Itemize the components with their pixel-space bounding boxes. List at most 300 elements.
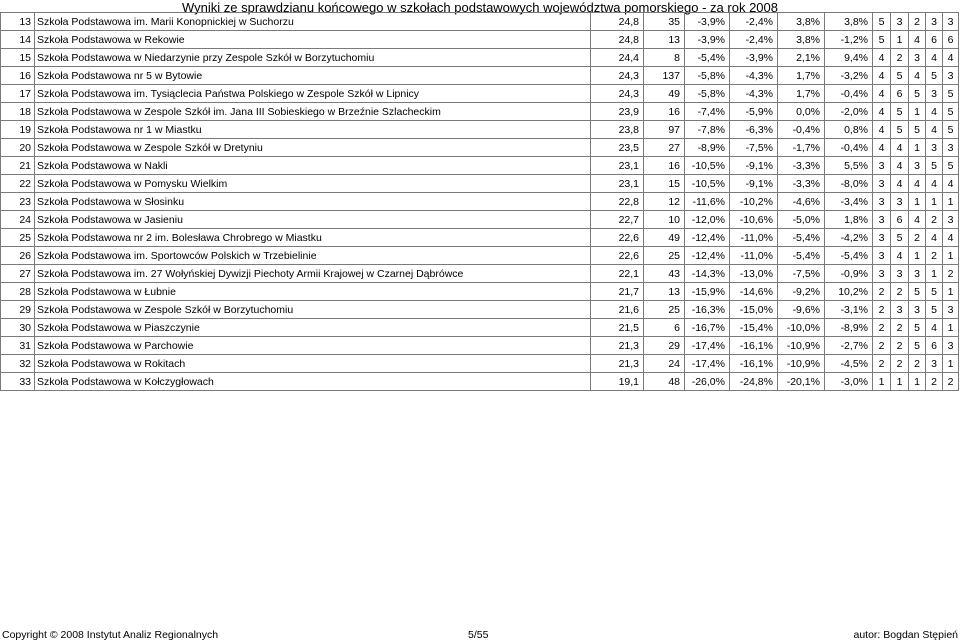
diff-1-cell: -14,3% (685, 265, 730, 283)
average-score-cell: 21,7 (591, 283, 644, 301)
diff-3-cell: -9,2% (778, 283, 825, 301)
students-count-cell: 6 (644, 319, 685, 337)
row-number-cell: 29 (1, 301, 35, 319)
diff-3-cell: 0,0% (778, 103, 825, 121)
stanine-4-cell: 4 (926, 49, 943, 67)
diff-3-cell: 3,8% (778, 13, 825, 31)
row-number-cell: 25 (1, 229, 35, 247)
stanine-5-cell: 1 (943, 319, 959, 337)
copyright-text: Copyright © 2008 Instytut Analiz Regionalnych (2, 629, 219, 641)
stanine-5-cell: 3 (943, 139, 959, 157)
row-number-cell: 13 (1, 13, 35, 31)
stanine-3-cell: 1 (909, 193, 926, 211)
average-score-cell: 24,8 (591, 31, 644, 49)
stanine-4-cell: 4 (926, 121, 943, 139)
stanine-4-cell: 2 (926, 211, 943, 229)
stanine-1-cell: 4 (873, 103, 891, 121)
students-count-cell: 10 (644, 211, 685, 229)
average-score-cell: 24,8 (591, 13, 644, 31)
table-row (1, 175, 959, 193)
table-row (1, 103, 959, 121)
row-number-cell: 20 (1, 139, 35, 157)
stanine-5-cell: 3 (943, 67, 959, 85)
stanine-4-cell: 5 (926, 157, 943, 175)
diff-2-cell: -3,9% (730, 49, 778, 67)
stanine-3-cell: 1 (909, 373, 926, 391)
students-count-cell: 48 (644, 373, 685, 391)
diff-2-cell: -15,0% (730, 301, 778, 319)
stanine-4-cell: 5 (926, 283, 943, 301)
average-score-cell: 19,1 (591, 373, 644, 391)
school-name-cell: Szkoła Podstawowa w Zespole Szkół w Dretyniu (35, 139, 591, 157)
diff-4-cell: -2,7% (825, 337, 873, 355)
stanine-1-cell: 4 (873, 139, 891, 157)
diff-2-cell: -15,4% (730, 319, 778, 337)
stanine-2-cell: 5 (891, 121, 909, 139)
diff-2-cell: -5,9% (730, 103, 778, 121)
average-score-cell: 23,5 (591, 139, 644, 157)
school-name-cell: Szkoła Podstawowa im. 27 Wołyńskiej Dywizji Piechoty Armii Krajowej w Czarnej Dąbrówce (35, 265, 591, 283)
table-row (1, 85, 959, 103)
stanine-3-cell: 5 (909, 85, 926, 103)
stanine-5-cell: 1 (943, 283, 959, 301)
stanine-5-cell: 5 (943, 121, 959, 139)
stanine-3-cell: 1 (909, 139, 926, 157)
diff-3-cell: -3,3% (778, 157, 825, 175)
stanine-4-cell: 2 (926, 373, 943, 391)
row-number-cell: 19 (1, 121, 35, 139)
average-score-cell: 21,3 (591, 355, 644, 373)
diff-4-cell: -0,4% (825, 85, 873, 103)
table-row (1, 265, 959, 283)
school-name-cell: Szkoła Podstawowa im. Sportowców Polskich w Trzebielinie (35, 247, 591, 265)
stanine-4-cell: 3 (926, 13, 943, 31)
school-name-cell: Szkoła Podstawowa w Słosinku (35, 193, 591, 211)
average-score-cell: 21,3 (591, 337, 644, 355)
diff-1-cell: -15,9% (685, 283, 730, 301)
diff-1-cell: -5,4% (685, 49, 730, 67)
diff-2-cell: -4,3% (730, 85, 778, 103)
diff-1-cell: -8,9% (685, 139, 730, 157)
diff-1-cell: -16,3% (685, 301, 730, 319)
table-row (1, 31, 959, 49)
stanine-2-cell: 5 (891, 67, 909, 85)
diff-1-cell: -12,0% (685, 211, 730, 229)
students-count-cell: 25 (644, 247, 685, 265)
stanine-5-cell: 3 (943, 211, 959, 229)
results-table (0, 12, 959, 391)
students-count-cell: 97 (644, 121, 685, 139)
school-name-cell: Szkoła Podstawowa w Zespole Szkół im. Jana III Sobieskiego w Brzeźnie Szlacheckim (35, 103, 591, 121)
page-number: 5/55 (468, 629, 489, 641)
diff-4-cell: 1,8% (825, 211, 873, 229)
stanine-1-cell: 2 (873, 355, 891, 373)
average-score-cell: 23,9 (591, 103, 644, 121)
average-score-cell: 23,1 (591, 157, 644, 175)
diff-2-cell: -7,5% (730, 139, 778, 157)
diff-1-cell: -12,4% (685, 247, 730, 265)
stanine-4-cell: 1 (926, 193, 943, 211)
stanine-2-cell: 5 (891, 103, 909, 121)
stanine-2-cell: 2 (891, 337, 909, 355)
average-score-cell: 22,1 (591, 265, 644, 283)
table-row (1, 337, 959, 355)
stanine-5-cell: 3 (943, 13, 959, 31)
diff-1-cell: -10,5% (685, 175, 730, 193)
diff-1-cell: -3,9% (685, 31, 730, 49)
diff-3-cell: -20,1% (778, 373, 825, 391)
students-count-cell: 8 (644, 49, 685, 67)
diff-4-cell: -4,2% (825, 229, 873, 247)
students-count-cell: 25 (644, 301, 685, 319)
average-score-cell: 22,6 (591, 247, 644, 265)
row-number-cell: 26 (1, 247, 35, 265)
row-number-cell: 31 (1, 337, 35, 355)
diff-4-cell: 3,8% (825, 13, 873, 31)
average-score-cell: 21,5 (591, 319, 644, 337)
stanine-1-cell: 4 (873, 67, 891, 85)
diff-1-cell: -5,8% (685, 85, 730, 103)
stanine-4-cell: 4 (926, 103, 943, 121)
stanine-3-cell: 4 (909, 31, 926, 49)
students-count-cell: 24 (644, 355, 685, 373)
school-name-cell: Szkoła Podstawowa im. Tysiąclecia Państwa Polskiego w Zespole Szkół w Lipnicy (35, 85, 591, 103)
diff-1-cell: -17,4% (685, 337, 730, 355)
diff-1-cell: -10,5% (685, 157, 730, 175)
diff-2-cell: -11,0% (730, 229, 778, 247)
stanine-3-cell: 1 (909, 103, 926, 121)
diff-3-cell: -10,9% (778, 355, 825, 373)
diff-2-cell: -16,1% (730, 337, 778, 355)
stanine-2-cell: 1 (891, 373, 909, 391)
stanine-5-cell: 1 (943, 193, 959, 211)
average-score-cell: 24,3 (591, 67, 644, 85)
table-row (1, 193, 959, 211)
stanine-3-cell: 5 (909, 319, 926, 337)
diff-2-cell: -24,8% (730, 373, 778, 391)
stanine-3-cell: 5 (909, 121, 926, 139)
school-name-cell: Szkoła Podstawowa w Zespole Szkół w Borzytuchomiu (35, 301, 591, 319)
row-number-cell: 33 (1, 373, 35, 391)
stanine-5-cell: 3 (943, 337, 959, 355)
stanine-1-cell: 2 (873, 301, 891, 319)
stanine-5-cell: 2 (943, 265, 959, 283)
stanine-1-cell: 3 (873, 211, 891, 229)
school-name-cell: Szkoła Podstawowa w Niedarzynie przy Zespole Szkół w Borzytuchomiu (35, 49, 591, 67)
diff-3-cell: 3,8% (778, 31, 825, 49)
diff-4-cell: 10,2% (825, 283, 873, 301)
school-name-cell: Szkoła Podstawowa w Jasieniu (35, 211, 591, 229)
stanine-1-cell: 3 (873, 175, 891, 193)
average-score-cell: 21,6 (591, 301, 644, 319)
stanine-3-cell: 2 (909, 13, 926, 31)
diff-1-cell: -3,9% (685, 13, 730, 31)
diff-2-cell: -10,6% (730, 211, 778, 229)
diff-4-cell: -1,2% (825, 31, 873, 49)
page-footer (0, 628, 960, 642)
diff-2-cell: -4,3% (730, 67, 778, 85)
stanine-1-cell: 2 (873, 319, 891, 337)
stanine-2-cell: 3 (891, 301, 909, 319)
row-number-cell: 32 (1, 355, 35, 373)
row-number-cell: 16 (1, 67, 35, 85)
stanine-4-cell: 5 (926, 301, 943, 319)
table-row (1, 229, 959, 247)
stanine-4-cell: 3 (926, 139, 943, 157)
stanine-5-cell: 5 (943, 85, 959, 103)
stanine-2-cell: 4 (891, 139, 909, 157)
table-body (1, 13, 959, 391)
diff-4-cell: 5,5% (825, 157, 873, 175)
stanine-3-cell: 4 (909, 211, 926, 229)
row-number-cell: 21 (1, 157, 35, 175)
stanine-2-cell: 2 (891, 355, 909, 373)
average-score-cell: 23,1 (591, 175, 644, 193)
diff-4-cell: -8,9% (825, 319, 873, 337)
stanine-2-cell: 2 (891, 283, 909, 301)
diff-1-cell: -7,4% (685, 103, 730, 121)
table-row (1, 283, 959, 301)
diff-1-cell: -26,0% (685, 373, 730, 391)
table-row (1, 139, 959, 157)
stanine-1-cell: 3 (873, 157, 891, 175)
row-number-cell: 30 (1, 319, 35, 337)
stanine-5-cell: 1 (943, 355, 959, 373)
students-count-cell: 12 (644, 193, 685, 211)
school-name-cell: Szkoła Podstawowa w Rokitach (35, 355, 591, 373)
diff-4-cell: 9,4% (825, 49, 873, 67)
average-score-cell: 22,8 (591, 193, 644, 211)
stanine-5-cell: 4 (943, 229, 959, 247)
stanine-2-cell: 3 (891, 193, 909, 211)
school-name-cell: Szkoła Podstawowa nr 2 im. Bolesława Chrobrego w Miastku (35, 229, 591, 247)
school-name-cell: Szkoła Podstawowa nr 1 w Miastku (35, 121, 591, 139)
stanine-1-cell: 2 (873, 283, 891, 301)
diff-4-cell: -2,0% (825, 103, 873, 121)
diff-2-cell: -2,4% (730, 31, 778, 49)
students-count-cell: 16 (644, 103, 685, 121)
diff-4-cell: -3,4% (825, 193, 873, 211)
diff-3-cell: -5,4% (778, 247, 825, 265)
school-name-cell: Szkoła Podstawowa im. Marii Konopnickiej w Suchorzu (35, 13, 591, 31)
diff-4-cell: -8,0% (825, 175, 873, 193)
stanine-4-cell: 5 (926, 67, 943, 85)
stanine-2-cell: 4 (891, 175, 909, 193)
stanine-1-cell: 3 (873, 265, 891, 283)
diff-2-cell: -6,3% (730, 121, 778, 139)
stanine-1-cell: 4 (873, 49, 891, 67)
stanine-1-cell: 2 (873, 337, 891, 355)
row-number-cell: 17 (1, 85, 35, 103)
page-title: Wyniki ze sprawdzianu końcowego w szkołach podstawowych województwa pomorskiego - za rok 2008 (181, 0, 778, 15)
diff-3-cell: 1,7% (778, 67, 825, 85)
stanine-3-cell: 5 (909, 337, 926, 355)
stanine-4-cell: 3 (926, 85, 943, 103)
table-row (1, 121, 959, 139)
diff-4-cell: -3,0% (825, 373, 873, 391)
stanine-2-cell: 1 (891, 31, 909, 49)
stanine-4-cell: 6 (926, 31, 943, 49)
row-number-cell: 23 (1, 193, 35, 211)
results-table-container (0, 12, 960, 391)
table-row (1, 301, 959, 319)
diff-1-cell: -16,7% (685, 319, 730, 337)
diff-3-cell: -4,6% (778, 193, 825, 211)
row-number-cell: 14 (1, 31, 35, 49)
average-score-cell: 24,4 (591, 49, 644, 67)
stanine-5-cell: 4 (943, 175, 959, 193)
stanine-5-cell: 4 (943, 49, 959, 67)
diff-1-cell: -17,4% (685, 355, 730, 373)
stanine-5-cell: 5 (943, 103, 959, 121)
stanine-5-cell: 1 (943, 247, 959, 265)
stanine-5-cell: 6 (943, 31, 959, 49)
students-count-cell: 27 (644, 139, 685, 157)
stanine-2-cell: 4 (891, 157, 909, 175)
table-row (1, 211, 959, 229)
table-row (1, 319, 959, 337)
stanine-2-cell: 5 (891, 229, 909, 247)
school-name-cell: Szkoła Podstawowa w Piaszczynie (35, 319, 591, 337)
students-count-cell: 13 (644, 31, 685, 49)
diff-3-cell: 1,7% (778, 85, 825, 103)
stanine-4-cell: 4 (926, 229, 943, 247)
stanine-2-cell: 3 (891, 13, 909, 31)
stanine-1-cell: 3 (873, 193, 891, 211)
diff-4-cell: -0,4% (825, 139, 873, 157)
stanine-4-cell: 6 (926, 337, 943, 355)
author-text: autor: Bogdan Stępień (853, 629, 958, 641)
stanine-3-cell: 2 (909, 355, 926, 373)
table-row (1, 247, 959, 265)
students-count-cell: 49 (644, 85, 685, 103)
school-name-cell: Szkoła Podstawowa w Nakli (35, 157, 591, 175)
table-row (1, 373, 959, 391)
diff-3-cell: 2,1% (778, 49, 825, 67)
school-name-cell: Szkoła Podstawowa w Łubnie (35, 283, 591, 301)
stanine-2-cell: 2 (891, 319, 909, 337)
stanine-3-cell: 3 (909, 265, 926, 283)
diff-4-cell: -0,9% (825, 265, 873, 283)
stanine-5-cell: 2 (943, 373, 959, 391)
diff-1-cell: -5,8% (685, 67, 730, 85)
stanine-2-cell: 6 (891, 211, 909, 229)
diff-4-cell: 0,8% (825, 121, 873, 139)
stanine-3-cell: 3 (909, 49, 926, 67)
average-score-cell: 22,7 (591, 211, 644, 229)
stanine-2-cell: 4 (891, 247, 909, 265)
table-row (1, 355, 959, 373)
students-count-cell: 35 (644, 13, 685, 31)
diff-3-cell: -5,4% (778, 229, 825, 247)
students-count-cell: 43 (644, 265, 685, 283)
diff-4-cell: -5,4% (825, 247, 873, 265)
diff-2-cell: -13,0% (730, 265, 778, 283)
row-number-cell: 15 (1, 49, 35, 67)
row-number-cell: 28 (1, 283, 35, 301)
diff-3-cell: -10,0% (778, 319, 825, 337)
stanine-3-cell: 2 (909, 229, 926, 247)
diff-2-cell: -14,6% (730, 283, 778, 301)
stanine-3-cell: 3 (909, 301, 926, 319)
diff-3-cell: -1,7% (778, 139, 825, 157)
stanine-4-cell: 2 (926, 247, 943, 265)
students-count-cell: 137 (644, 67, 685, 85)
diff-1-cell: -12,4% (685, 229, 730, 247)
diff-3-cell: -5,0% (778, 211, 825, 229)
students-count-cell: 29 (644, 337, 685, 355)
diff-1-cell: -11,6% (685, 193, 730, 211)
row-number-cell: 27 (1, 265, 35, 283)
diff-4-cell: -4,5% (825, 355, 873, 373)
stanine-3-cell: 4 (909, 175, 926, 193)
diff-1-cell: -7,8% (685, 121, 730, 139)
stanine-1-cell: 3 (873, 247, 891, 265)
row-number-cell: 18 (1, 103, 35, 121)
students-count-cell: 49 (644, 229, 685, 247)
row-number-cell: 22 (1, 175, 35, 193)
school-name-cell: Szkoła Podstawowa w Kołczygłowach (35, 373, 591, 391)
diff-3-cell: -0,4% (778, 121, 825, 139)
diff-2-cell: -11,0% (730, 247, 778, 265)
table-row (1, 67, 959, 85)
diff-2-cell: -10,2% (730, 193, 778, 211)
diff-4-cell: -3,1% (825, 301, 873, 319)
students-count-cell: 13 (644, 283, 685, 301)
school-name-cell: Szkoła Podstawowa w Rekowie (35, 31, 591, 49)
stanine-4-cell: 1 (926, 265, 943, 283)
stanine-2-cell: 6 (891, 85, 909, 103)
row-number-cell: 24 (1, 211, 35, 229)
diff-2-cell: -9,1% (730, 175, 778, 193)
average-score-cell: 24,3 (591, 85, 644, 103)
stanine-3-cell: 4 (909, 67, 926, 85)
table-row (1, 157, 959, 175)
diff-4-cell: -3,2% (825, 67, 873, 85)
stanine-5-cell: 3 (943, 301, 959, 319)
diff-3-cell: -7,5% (778, 265, 825, 283)
stanine-1-cell: 5 (873, 31, 891, 49)
students-count-cell: 16 (644, 157, 685, 175)
average-score-cell: 23,8 (591, 121, 644, 139)
stanine-1-cell: 3 (873, 229, 891, 247)
diff-2-cell: -16,1% (730, 355, 778, 373)
stanine-5-cell: 5 (943, 157, 959, 175)
table-row (1, 49, 959, 67)
school-name-cell: Szkoła Podstawowa w Pomysku Wielkim (35, 175, 591, 193)
stanine-2-cell: 3 (891, 265, 909, 283)
stanine-3-cell: 1 (909, 247, 926, 265)
stanine-1-cell: 1 (873, 373, 891, 391)
stanine-1-cell: 4 (873, 85, 891, 103)
stanine-1-cell: 5 (873, 13, 891, 31)
stanine-1-cell: 4 (873, 121, 891, 139)
school-name-cell: Szkoła Podstawowa nr 5 w Bytowie (35, 67, 591, 85)
table-row (1, 13, 959, 31)
diff-3-cell: -3,3% (778, 175, 825, 193)
school-name-cell: Szkoła Podstawowa w Parchowie (35, 337, 591, 355)
stanine-2-cell: 2 (891, 49, 909, 67)
stanine-4-cell: 3 (926, 355, 943, 373)
diff-2-cell: -9,1% (730, 157, 778, 175)
students-count-cell: 15 (644, 175, 685, 193)
diff-3-cell: -10,9% (778, 337, 825, 355)
stanine-3-cell: 5 (909, 283, 926, 301)
stanine-4-cell: 4 (926, 175, 943, 193)
stanine-3-cell: 3 (909, 157, 926, 175)
stanine-4-cell: 4 (926, 319, 943, 337)
average-score-cell: 22,6 (591, 229, 644, 247)
